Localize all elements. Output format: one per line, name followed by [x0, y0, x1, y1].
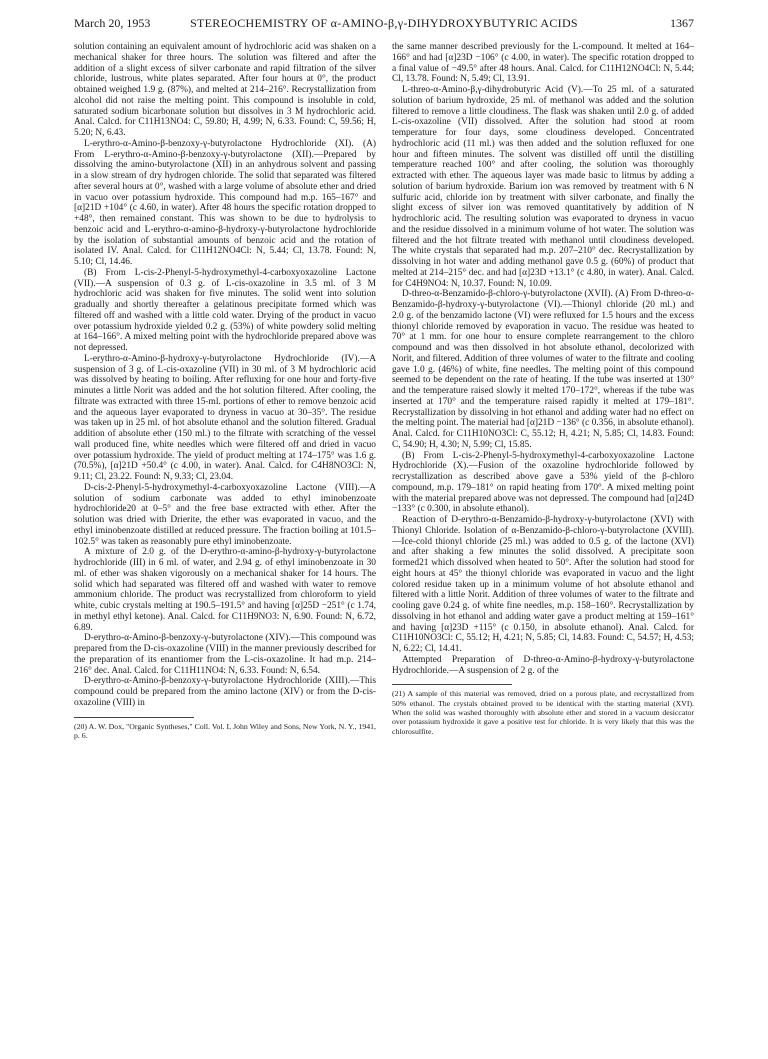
paragraph: solution containing an equivalent amount of hydrochloric acid was shaken on a mechanical shaker for three hours. The solution was filtered and after the addition of a slight excess of silver carbonate and rapid filtration of the silver chloride, lustrous, white plates separated. After four hours at 0°, the product obtained weighed 1.9 g. (87%), and melted at 214–216°. Recrystallization from alcohol did not raise the melting point. This compound is insoluble in cold, saturated sodium bicarbonate solution but dissolves in 3 M hydrochloric acid. Anal. Calcd. for C11H13NO4: C, 59.80; H, 4.99; N, 6.33. Found: C, 59.56; H, 5.20; N, 6.43. [74, 42, 376, 138]
paragraph: D-erythro-α-Amino-β-benzoxy-γ-butyrolactone Hydrochloride (XIII).—This compound could be prepared from the amino lactone (XIV) or from the D-cis-oxazoline (VIII) in [74, 676, 376, 708]
journal-date: March 20, 1953 [74, 16, 151, 30]
footnote-rule [74, 717, 194, 718]
footnote: (20) A. W. Dox, "Organic Syntheses," Coll. Vol. I, John Wiley and Sons, New York, N. Y., 1941, p. 6. [74, 721, 376, 740]
left-column [74, 42, 376, 1042]
paragraph: A mixture of 2.0 g. of the D-erythro-α-amino-β-hydroxy-γ-butyrolactone hydrochloride (III) in 6 ml. of water, and 2.94 g. of ethyl iminobenzoate in 30 ml. of ether was shaken vigorously on a mechanical shaker for 14 hours. The solid which had separated was filtered off and washed with water to remove ammonium chloride. The product was recrystallized from chloroform to yield white, cubic crystals melting at 190.5–191.5° and having [α]25D −251° (c 1.74, in methyl ethyl ketone). Anal. Calcd. for C11H9NO3: N, 6.90. Found: N, 6.72, 6.89. [74, 547, 376, 633]
right-column [392, 42, 694, 1042]
paragraph: D-threo-α-Benzamido-β-chloro-γ-butyrolactone (XVII). (A) From D-threo-α-Benzamido-β-hydroxy-γ-butyrolactone (VI).—Thionyl chloride (20 ml.) and 2.0 g. of the benzamido lactone (VI) were refluxed for 1.5 hours and the excess thionyl chloride removed by evaporation in vacuo. The residue was heated to 70° at 1 mm. for one hour to ensure complete rearrangement to the chloro compound and was then dissolved in hot absolute ethanol, decolorized with Norit, and filtered. Addition of three volumes of water to the filtrate and cooling gave 1.0 g. (46%) of white, fine needles. The melting point of this compound seemed to be dependent on the rate of heating. If the tube was inserted at 130° and the temperature raised slowly it melted 170–172°, whereas if the tube was inserted at 170° and the temperature raised rapidly it melted at 179–181°. Recrystallization by dissolving in hot ethanol and adding water had no effect on the melting point. The material had [α]21D −136° (c 0.356, in absolute ethanol). Anal. Calcd. for C11H10NO3Cl: C, 55.12; H, 4.21; N, 5.85; Cl, 14.83. Found: C, 54.90; H, 4.30; N, 5.99; Cl, 15.85. [392, 289, 694, 450]
footnote-rule [392, 684, 512, 685]
paragraph: L-erythro-α-Amino-β-hydroxy-γ-butyrolactone Hydrochloride (IV).—A suspension of 3 g. of L-cis-oxazoline (VII) in 30 ml. of 3 M hydrochloric acid was dissolved by heating to boiling. After refluxing for one hour and forty-five minutes a little Norit was added and the hot solution filtered. After cooling, the filtrate was extracted with three 15-ml. portions of ether to remove benzoic acid and the aqueous layer evaporated to dryness in vacuo at 30–35°. The residue was taken up in 25 ml. of hot absolute ethanol and the solution filtered. Gradual addition of absolute ether (150 ml.) to the filtrate with scratching of the vessel wall produced fine, white needles which were filtered off and dried in vacuo over potassium hydroxide. The yield of product melting at 174–175° was 1.6 g. (70.5%), [α]21D +50.4° (c 4.00, in water). Anal. Calcd. for C4H8NO3Cl: N, 9.11; Cl, 23.22. Found: N, 9.33; Cl, 23.04. [74, 353, 376, 482]
paragraph: D-erythro-α-Amino-β-benzoxy-γ-butyrolactone (XIV).—This compound was prepared from the D-cis-oxazoline (VIII) in the manner previously described for the preparation of its enantiomer from the L-cis-oxazoline. It had m.p. 214–216° dec. Anal. Calcd. for C11H11NO4: N, 6.33. Found: N, 6.54. [74, 633, 376, 676]
paragraph: D-cis-2-Phenyl-5-hydroxymethyl-4-carboxyoxazoline Lactone (VIII).—A solution of sodium carbonate was added to ethyl iminobenzoate hydrochloride20 at 0–5° and the free base extracted with ether. After the solution was dried with Drierite, the ether was evaporated in vacuo, and the ethyl iminobenzoate distilled at reduced pressure. The fraction boiling at 101.5–102.5° was taken as reasonably pure ethyl iminobenzoate. [74, 482, 376, 547]
paragraph: the same manner described previously for the L-compound. It melted at 164–166° and had [α]23D −106° (c 4.00, in water). The specific rotation dropped to a final value of −49.5° after 48 hours. Anal. Calcd. for C11H12NO4Cl: N, 5.44; Cl, 13.78. Found: N, 5.49; Cl, 13.91. [392, 42, 694, 85]
paragraph: Attempted Preparation of D-threo-α-Amino-β-hydroxy-γ-butyrolactone Hydrochloride.—A suspension of 2 g. of the [392, 654, 694, 676]
paragraph: (B) From L-cis-2-Phenyl-5-hydroxymethyl-4-carboxyoxazoline Lactone Hydrochloride (X).—Fusion of the oxazoline hydrochloride followed by recrystallization as described above gave a 53% yield of the β-chloro compound, m.p. 179–181° on rapid heating from 170°. A mixed melting point with the material prepared above was not depressed. The compound had [α]24D −133° (c 0.300, in absolute ethanol). [392, 450, 694, 515]
paragraph: L-erythro-α-Amino-β-benzoxy-γ-butyrolactone Hydrochloride (XI). (A) From L-erythro-α-Amino-β-benzoxy-γ-butyrolactone (XII).—Prepared by dissolving the amino-butyrolactone (XII) in an anhydrous solvent and passing in a slow stream of dry hydrogen chloride. The solid that separated was filtered after several hours at 0°, washed with a large volume of absolute ether and dried in vacuo over potassium hydroxide. This compound had m.p. 165–167° and [α]21D +104° (c 4.60, in water). After 48 hours the specific rotation dropped to +48°, then remained constant. This was shown to be due to hydrolysis to benzoic acid and L-erythro-α-amino-β-hydroxy-γ-butyrolactone hydrochloride by the isolation of substantial amounts of benzoic acid and the rotation of isolated IV. Anal. Calcd. for C11H12NO4Cl: N, 5.44; Cl, 13.78. Found: N, 5.10; Cl, 14.46. [74, 138, 376, 267]
page-header [74, 16, 694, 32]
paragraph: (B) From L-cis-2-Phenyl-5-hydroxymethyl-4-carboxyoxazoline Lactone (VII).—A suspension of 0.3 g. of L-cis-oxazoline in 3.5 ml. of 3 M hydrochloric acid was shaken for five minutes. The solid went into solution gradually and shortly thereafter a gelatinous precipitate formed which was filtered off and washed with a little cold water. Drying of the product in vacuo over potassium hydroxide yielded 0.2 g. (53%) of white powdery solid melting at 164–166°. A mixed melting point with the hydrochloride prepared above was not depressed. [74, 267, 376, 353]
page-number: 1367 [670, 16, 694, 30]
footnote: (21) A sample of this material was removed, dried on a porous plate, and recrystallized from 50% ethanol. The crystals obtained proved to be identical with the starting material (XVI). When the solid was washed thoroughly with absolute ether and stored in a vacuum desiccator over potassium hydroxide it gave a positive test for chloride. It is very likely that this was the chlorosulfite. [392, 689, 694, 736]
paragraph: Reaction of D-erythro-α-Benzamido-β-hydroxy-γ-butyrolactone (XVI) with Thionyl Chloride. Isolation of α-Benzamido-β-chloro-γ-butyrolactone (XVIII).—Ice-cold thionyl chloride (25 ml.) was added to 0.5 g. of the lactone (XVI) and after shaking a few minutes the solid dissolved. A precipitate soon formed21 which dissolved when heated to 50°. After the solution had stood for eight hours at 45° the thionyl chloride was evaporated in vacuo and the light colored residue taken up in a minimum volume of hot absolute ethanol and filtered with a little Norit. Addition of three volumes of water to the filtrate and cooling gave 0.24 g. of white fine needles, m.p. 158–160°. Recrystallization by dissolving in hot ethanol and adding water gave a product melting at 159–161° and having [α]23D +115° (c 0.150, in absolute ethanol). Anal. Calcd. for C11H10NO3Cl: C, 55.12; H, 4.21; N, 5.85; Cl, 14.83. Found: C, 54.57; H, 4.53; N, 6.22; Cl, 14.41. [392, 515, 694, 654]
running-title: STEREOCHEMISTRY OF α-AMINO-β,γ-DIHYDROXYBUTYRIC ACIDS [190, 16, 578, 30]
paragraph: L-threo-α-Amino-β,γ-dihydrobutyric Acid (V).—To 25 ml. of a saturated solution of barium hydroxide, 25 ml. of methanol was added and the solution filtered to remove a little cloudiness. The flask was shaken until 2.0 g. of added L-cis-oxazoline (VII) dissolved. After the solution had stood at room temperature for four days, some cloudiness developed. Concentrated hydrochloric acid (11 ml.) was then added and the solution refluxed for one hour and fifteen minutes. The solvent was distilled off until the distilling temperature reached 100° and after cooling, the solution was thoroughly extracted with ether. The aqueous layer was made basic to litmus by adding a solution of barium hydroxide. Barium ion was removed by treatment with 6 N sulfuric acid, chloride ion by treatment with silver carbonate, and finally the slight excess of silver ion was removed quantitatively by addition of N hydrochloric acid. The resulting solution was evaporated to dryness in vacuo and the residue dissolved in a minimum volume of hot water. The solution was filtered and the hot filtrate treated with methanol until cloudiness developed. The white crystals that separated had m.p. 207–210° dec. Recrystallization by dissolving in hot water and adding methanol gave 0.5 g. (60%) of product that melted at 214–215° dec. and had [α]23D +13.1° (c 4.80, in water). Anal. Calcd. for C4H9NO4: N, 10.37. Found: N, 10.09. [392, 85, 694, 289]
